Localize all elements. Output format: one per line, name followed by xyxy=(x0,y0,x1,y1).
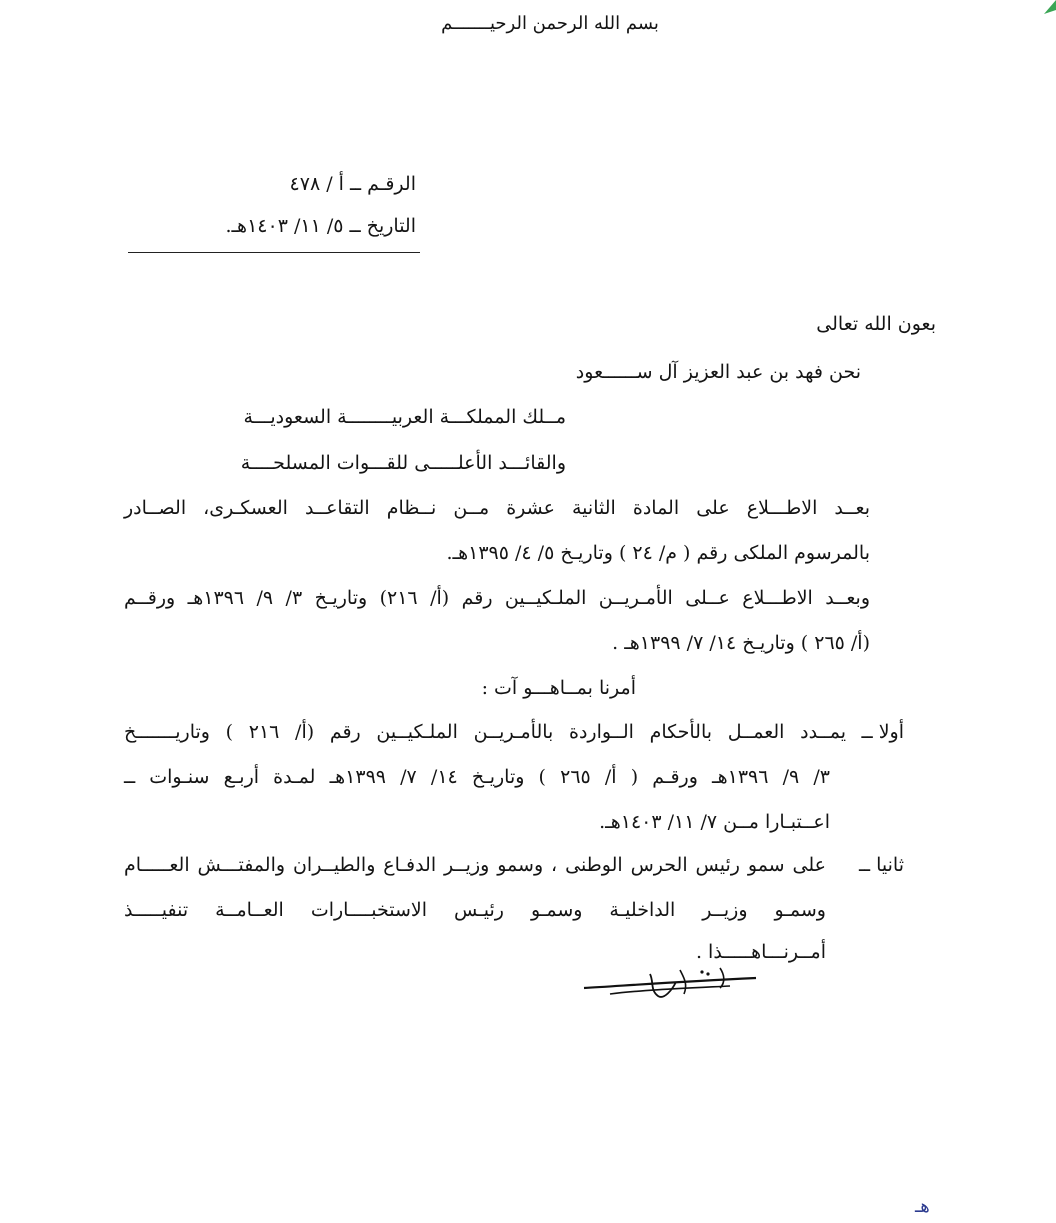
preamble-line: بعــد الاطـــلاع على المادة الثانية عشرة مــن نــظام التقاعــد العسكـرى، الصــادر xyxy=(124,497,870,519)
article-second-label: ثانيا ــ xyxy=(858,854,904,876)
order-heading: أمرنا بمــاهـــو آت : xyxy=(481,677,636,699)
reference-date: التاريخ ــ ٥/ ١١/ ١٤٠٣هـ. xyxy=(225,215,416,237)
preamble-line: بالمرسوم الملكى رقم ( م/ ٢٤ ) وتاريـخ ٥/ ٤/ ١٣٩٥هـ. xyxy=(446,542,870,564)
issuer-name: نحن فهد بن عبد العزيز آل ســــــعود xyxy=(575,361,861,383)
signature-icon xyxy=(580,960,760,1004)
opening-invocation: بعون الله تعالى xyxy=(816,313,936,335)
corner-mark-icon xyxy=(1040,0,1056,14)
article-first-line: يمــدد العمــل بالأحكام الــواردة بالأمـريــن الملـكيــين رقم (أ/ ٢١٦ ) وتاريـــــــخ xyxy=(124,721,846,743)
reference-divider xyxy=(128,252,420,253)
preamble-line: وبعــد الاطـــلاع عــلى الأمـريــن الملـكيــين رقم (أ/ ٢١٦) وتاريـخ ٣/ ٩/ ١٣٩٦هـ ورقــم xyxy=(124,587,871,609)
basmala: بسم الله الرحمن الرحيـــــــم xyxy=(441,13,659,34)
issuer-title-king: مــلك المملكـــة العربيــــــــة السعوديـــة xyxy=(243,406,566,428)
article-first-line: اعــتبـارا مــن ٧/ ١١/ ١٤٠٣هـ. xyxy=(599,811,830,833)
footer-mark: هـ xyxy=(915,1196,930,1217)
article-second-line: على سمو رئيس الحرس الوطنى ، وسمو وزيــر الدفـاع والطيــران والمفتـــش العـــــام xyxy=(124,854,826,876)
issuer-title-commander: والقائـــد الأعلـــــى للقـــوات المسلحــــة xyxy=(240,452,566,474)
article-second-line: وسمـو وزيــر الداخليـة وسمـو رئيـس الاستخبــــارات العــامــة تنفيـــــذ xyxy=(124,899,826,921)
article-first-label: أولا ــ xyxy=(861,721,904,743)
closing-line: أمــرنـــاهـــــذا . xyxy=(695,941,826,963)
preamble-line: (أ/ ٢٦٥ ) وتاريـخ ١٤/ ٧/ ١٣٩٩هـ . xyxy=(612,632,870,654)
article-first-line: ٣/ ٩/ ١٣٩٦هـ ورقـم ( أ/ ٢٦٥ ) وتاريـخ ١٤/ ٧/ ١٣٩٩هـ لمـدة أربـع سنـوات ــ xyxy=(124,766,830,788)
reference-number: الرقـم ــ أ / ٤٧٨ xyxy=(289,173,416,195)
